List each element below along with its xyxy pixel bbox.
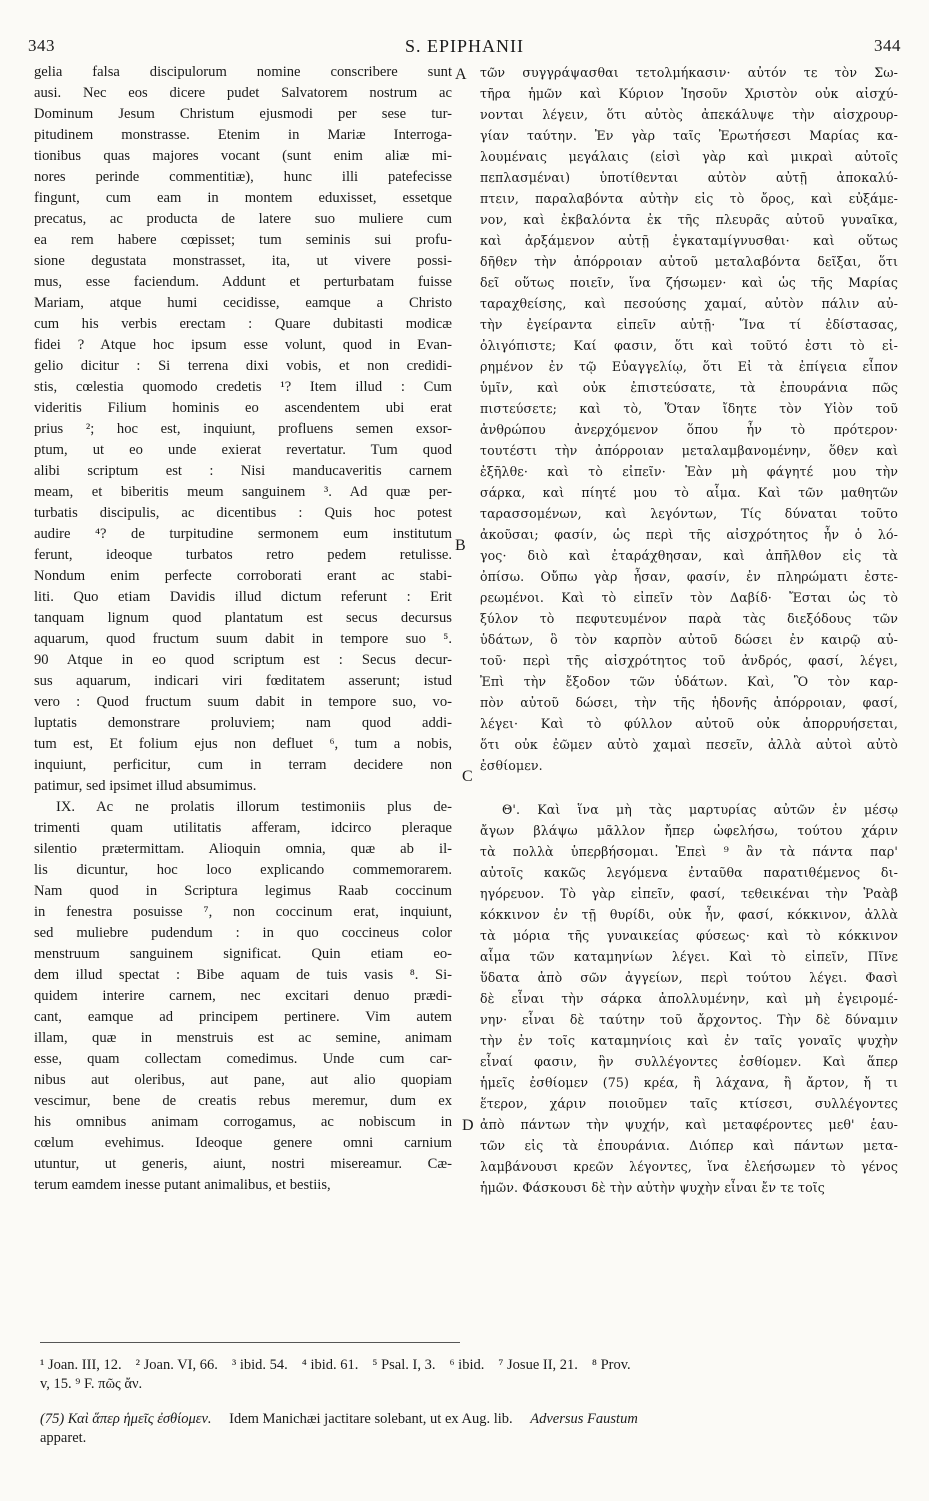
text-line: videritis Filium hominis eo ascendentem ubi erat (34, 400, 452, 416)
editor-note-greek: (75) Καὶ ἅπερ ἡμεῖς ἐσθίομεν. (40, 1411, 212, 1427)
text-line: nibus aut oleribus, aut pane, aut alio quopiam (34, 1072, 452, 1088)
text-line: liti. Quo etiam Davidis illud dictum referunt : Erit (34, 589, 452, 605)
text-line: σάρκα, καὶ πίητέ μου τὸ αἷμα. Καὶ τῶν μαθητῶν (480, 485, 898, 500)
footnote-ref: ² Joan. VI, 66. (135, 1357, 218, 1373)
footnote-ref: ⁸ Prov. (591, 1357, 631, 1373)
text-line: tionibus quas majores vocant (sunt enim aliæ mi- (34, 148, 452, 164)
text-line: Mariam, atque humi cecidisse, eamque a Christo (34, 295, 452, 311)
text-line: gelio dicitur : Si terrena dixi vobis, et non credidi- (34, 358, 452, 374)
text-line: esse, quam collectam comedimus. Unde cum car- (34, 1051, 452, 1067)
text-line: ρημένον ἐν τῷ Εὐαγγελίῳ, ὅτι Εἰ τὰ ἐπίγεια εἶπον (480, 359, 898, 374)
text-line: turbatis discipulis, ac dicentibus : Quis hoc potest (34, 505, 452, 521)
text-line: ἡμεῖς ἐσθίομεν (75) κρέα, ἢ λάχανα, ἢ ἄρτον, ἤ τι (480, 1075, 898, 1090)
text-line: alibi scriptum est : Nisi manducaveritis carnem (34, 463, 452, 479)
text-line: τῶν εἰς τὰ ἐπουράνια. Διόπερ καὶ πάντων μετα- (480, 1138, 898, 1153)
text-line: Nam quod in Scriptura legimus Raab coccinum (34, 883, 452, 899)
text-line: ὅτι οὐκ ἐῶμεν αὐτὸ χαμαὶ πεσεῖν, ἀλλὰ αὐτοὶ αὐτὸ (480, 737, 898, 752)
text-line: ἡμῶν. Φάσκουσι δὲ τὴν αὐτὴν ψυχὴν εἶναι ἔν τε τοῖς (480, 1180, 825, 1195)
text-line: tum est, Et folium ejus non defluet ⁶, tum a nobis, (34, 736, 452, 752)
text-line: τῆρα ἡμῶν καὶ Κύριον Ἰησοῦν Χριστὸν οὐκ αἰσχύ- (480, 86, 898, 101)
text-line: lis dicuntur, hoc loco explicando commemorarem. (34, 862, 452, 878)
text-line: menstruum sanguinem significat. Quin etiam eo- (34, 946, 452, 962)
text-line: cant, eamque ad principem pertinere. Vim autem (34, 1009, 452, 1025)
text-line: ea rem habere cœpisset; tum seminis sui profu- (34, 232, 452, 248)
text-line: ηγόρευον. Τὸ γὰρ εἰπεῖν, φασί, τεθεικέναι τὴν Ῥαὰβ (480, 886, 898, 901)
text-line: λαμβάνουσι κρεῶν λέγοντες, ἵνα ἐλεήσωμεν τὸ γένος (480, 1159, 898, 1174)
text-line: Ἐπὶ τὴν ἔξοδον τῶν ὑδάτων. Καὶ, Ὃ τὸν καρ- (480, 674, 898, 689)
text-line: ἄγων βλάψω μᾶλλον ἤπερ ὠφελήσω, τούτου χάριν (480, 823, 898, 838)
text-line: fingunt, cum eam in montem eduxisset, essetque (34, 190, 452, 206)
text-line: γίαν ταύτην. Ἐν γὰρ ταῖς Ἐρωτήσεσι Μαρίας κα- (480, 128, 898, 143)
text-line: silentio prætermittam. Alioquin omnia, quæ ab il- (34, 841, 452, 857)
text-line: δεῖ οὕτως ποιεῖν, ἵνα ζήσωμεν· καὶ ὡς τῆς Μαρίας (480, 275, 898, 290)
text-line: quidem interire carnem, nec excitari denuo prædi- (34, 988, 452, 1004)
text-line: gelia falsa discipulorum nomine conscribere sunt (34, 64, 452, 80)
text-line: inquiunt, perficitur, cum in terram decidere non (34, 757, 452, 773)
footnote-ref: ¹ Joan. III, 12. (40, 1357, 122, 1373)
text-line: terum eamdem inesse putant animalibus, et bestiis, (34, 1177, 331, 1193)
text-line: audire ⁴? de turpitudine sermonem eum institutum (34, 526, 452, 542)
text-line: ἐξῆλθε· καὶ τὸ εἰπεῖν· Ἐὰν μὴ φάγητέ μου τὴν (480, 464, 898, 479)
text-line: precatus, ac producta de latere suo muliere cum (34, 211, 452, 227)
text-line: πεπλασμέναι) ὑποτίθενται αὐτὸν αὐτῇ ἀποκαλύ- (480, 170, 898, 185)
text-line: ξύλον τὸ πεφυτευμένον παρὰ τὰς διεξόδους τῶν (480, 611, 898, 626)
text-line: cum his verbis erectam : Quare dubitasti modicæ (34, 316, 452, 332)
text-line: ρεωμένοι. Καὶ τὸ εἰπεῖν τὸν Δαβίδ· Ἔσται ὡς τὸ (480, 590, 898, 605)
margin-letter-d: D (462, 1117, 474, 1134)
text-line: ausi. Nec eos dicere pudet Salvatorem nostrum ac (34, 85, 452, 101)
text-line: his omnibus animam corrogamus, ac nobiscum in (34, 1114, 452, 1130)
footnote-rule (40, 1342, 460, 1343)
text-line: τῶν συγγράψασθαι τετολμήκασιν· αὐτόν τε τὸν Σω- (480, 65, 898, 80)
text-line: εἶναί φασιν, ἣν συλλέγοντες ἐσθίομεν. Καὶ ἅπερ (480, 1054, 898, 1069)
text-line: luptatis demonstrare proluviem; nam quod addi- (34, 715, 452, 731)
text-line: νην· εἶναι δὲ ταύτην τοῦ ἄρχοντος. Τὴν δὲ δύναμιν (480, 1012, 898, 1027)
text-line: πιστεύσετε; καὶ τὸ, Ὅταν ἴδητε τὸν Υἱὸν τοῦ (480, 401, 898, 416)
text-line: ἀκοῦσαι; φασίν, ὡς περὶ τῆς αἰσχρότητος ἦν ὁ λό- (480, 527, 898, 542)
text-line: νον, καὶ ἐκβαλόντα ἐκ τῆς πλευρᾶς αὐτοῦ γυναῖκα, (480, 212, 898, 227)
page-number-right: 344 (874, 36, 901, 55)
text-line: utuntur, ut generis, aiunt, nostri misereamur. Cæ- (34, 1156, 452, 1172)
editor-note-latin: Idem Manichæi jactitare solebant, ut ex Aug. lib. (225, 1411, 517, 1427)
text-line: in fenestra posuisse ⁷, non coccinum erat, inquiunt, (34, 904, 452, 920)
text-line: ὕδατα ἀπὸ σῶν ἀγγείων, περὶ τούτου λέγει. Φασὶ (480, 970, 898, 985)
margin-letter-c: C (462, 768, 473, 785)
text-line: mus, esse faciendum. Addunt et perturbatam fuisse (34, 274, 452, 290)
margin-letter-b: B (455, 537, 466, 554)
editor-note-work: Adversus Faustum (530, 1411, 638, 1427)
text-line: πτειν, παραλαβόντα αὐτὴν εἰς τὸ ὄρος, καὶ εὐξάμε- (480, 191, 898, 206)
text-line: ptum, ut eo unde exierat revertatur. Tum quod (34, 442, 452, 458)
footnote-references-cont: v, 15. ⁹ F. πῶς ἄν. (40, 1376, 143, 1392)
text-line: ἐσθίομεν. (480, 758, 543, 773)
text-line: fidei ? Atque hoc ipsum esse volunt, quod in Evan- (34, 337, 452, 353)
footnote-ref: ⁶ ibid. (449, 1357, 485, 1373)
text-line: νονται λέγειν, ὅτι αὐτὸς ἀπεκάλυψε τὴν αἰσχρουρ- (480, 107, 898, 122)
text-line: patimur, sed ipsimet illud absumimus. (34, 778, 257, 794)
text-line: αἷμα τῶν καταμηνίων λέγει. Καὶ τὸ εἰπεῖν, Πῖνε (480, 949, 898, 964)
text-line: dem illud spectat : Bibe aquam de tuis vasis ⁸. Si- (34, 967, 452, 983)
footnote-ref: ⁴ ibid. 61. (301, 1357, 359, 1373)
greek-column (480, 62, 898, 1198)
text-line: Dominum Jesum Christum ejusmodi per sese tur- (34, 106, 452, 122)
text-line: Θ'. Καὶ ἵνα μὴ τὰς μαρτυρίας αὐτῶν ἐν μέσῳ (502, 802, 898, 817)
text-line: aquarum, quod fructum suum dabit in tempore suo ⁵. (34, 631, 452, 647)
footnote-ref: ³ ibid. 54. (231, 1357, 288, 1373)
text-line: sed muliebre pudendum : in quo coccineus color (34, 925, 452, 941)
text-line: pitudinem monstrasse. Etenim in Mariæ Interroga- (34, 127, 452, 143)
text-line: ταραχθείσης, καὶ πεσούσης χαμαί, αὐτὸν πάλιν αὐ- (480, 296, 898, 311)
footnote-ref: ⁷ Josue II, 21. (498, 1357, 578, 1373)
text-line: τὴν ἐν τοῖς καταμηνίοις καὶ ἐν ταῖς γοναῖς ψυχὴν (480, 1033, 898, 1048)
text-line: ἀπὸ πάντων τὴν ψυχήν, καὶ μεταφέροντες μεθ' ἑαυ- (480, 1117, 898, 1132)
text-line: δὲ εἶναι τὴν σάρκα ἀπολλυμένην, καὶ μὴ ἐγειρομέ- (480, 991, 898, 1006)
text-line: ὀλιγόπιστε; Καί φασιν, ὅτι καὶ τοῦτό ἐστι τὸ εἰ- (480, 338, 898, 353)
text-line: IX. Ac ne prolatis illorum testimoniis plus de- (56, 799, 452, 815)
text-line: trimenti quam utilitatis afferam, idcirco pleraque (34, 820, 452, 836)
running-header (28, 36, 901, 58)
margin-letter-a: A (455, 66, 467, 83)
text-line: meam, et biberitis meum sanguinem ³. Ad quæ per- (34, 484, 452, 500)
footnote-references (40, 1356, 895, 1375)
latin-column (34, 62, 452, 1196)
text-line: δῆθεν τὴν ἀπόρροιαν αὐτοῦ μεταλαβόντα δεῖξαι, ὅτι (480, 254, 898, 269)
text-line: 90 Atque in eo quod scriptum est : Secus decur- (34, 652, 452, 668)
text-line: ὑδάτων, ὃ τὸν καρπὸν αὐτοῦ δώσει ἐν καιρῷ αὐ- (480, 632, 898, 647)
section-gap (480, 776, 898, 799)
text-line: λουμέναις μεγάλαις (εἰσὶ γὰρ καὶ μικραὶ αὐτοῖς (480, 149, 898, 164)
text-line: cœlum evehimus. Ideoque genere omni carnium (34, 1135, 452, 1151)
text-line: ferunt, ideoque turbatos retro pedem retulisse. (34, 547, 452, 563)
editor-note (40, 1410, 895, 1429)
text-line: πὸν αὐτοῦ δώσει, τὴν τῆς ἡδονῆς ἀπόρροιαν, φασί, (480, 695, 898, 710)
text-line: τοῦ· περὶ τῆς αἰσχρότητος τοῦ ἀνδρός, φασί, λέγει, (480, 653, 898, 668)
text-line: prius ²; hoc est, inquiunt, profluens semen exsor- (34, 421, 452, 437)
running-title: S. EPIPHANII (404, 36, 524, 56)
text-line: tanquam lignum quod plantatum est secus decursus (34, 610, 452, 626)
text-line: vescimur, bene de creatis rebus meremur, dum ex (34, 1093, 452, 1109)
text-line: illam, quæ in menstruis est ac semine, animam (34, 1030, 452, 1046)
text-line: λέγει· Καὶ τὸ φύλλον αὐτοῦ οὐκ ἀπορρυήσεται, (480, 716, 898, 731)
text-line: sus aquarum, indicari viri fœditatem asserunt; istud (34, 673, 452, 689)
text-line: ἕτερον, χάριν ποιοῦμεν ταῖς κτίσεσι, συλλέγοντες (480, 1096, 898, 1111)
page-number-left: 343 (28, 36, 55, 55)
text-line: ὀπίσω. Οὔπω γὰρ ἦσαν, φασίν, ἐν πληρώματι ἐστε- (480, 569, 898, 584)
text-line: ἀνθρώπου ἀνερχόμενον ὅπου ἦν τὸ πρότερον· (480, 422, 898, 437)
text-line: γος· διὸ καὶ ἐταράχθησαν, καὶ ἀπῆλθον εἰς τὰ (480, 548, 898, 563)
text-line: nores perinde commentitiæ), hunc illi patefecisse (34, 169, 452, 185)
text-line: τὰ πολλὰ ὑπερβήσομαι. Ἐπεὶ ⁹ ἂν τὰ πάντα παρ' (480, 844, 898, 859)
text-line: τὴν ἐγείραντα εἰπεῖν αὐτῇ· Ἵνα τί ἐδίστασας, (480, 317, 898, 332)
text-line: καὶ ἀρξάμενον αὐτῇ ἐγκαταμίγνυσθαι· καὶ οὕτως (480, 233, 898, 248)
text-line: αὐτοῖς κακῶς λεγόμενα ἐνταῦθα παρατιθέμενος δι- (480, 865, 898, 880)
text-line: τουτέστι τὴν ἀπόρροιαν μεταλαμβανομένην, ὅθεν καὶ (480, 443, 898, 458)
text-line: κόκκινον ἐν τῇ θυρίδι, οὐκ ἦν, φασί, κόκκινον, ἀλλὰ (480, 907, 898, 922)
text-line: ὑμῖν, καὶ οὐκ ἐπιστεύσατε, τὰ ἐπουράνια πῶς (480, 380, 898, 395)
editor-note-end: apparet. (40, 1430, 87, 1446)
text-line: vero : Quod fructum suum dabit in tempore suo, vo- (34, 694, 452, 710)
text-line: stis, cœlestia quomodo credetis ¹? Item illud : Cum (34, 379, 452, 395)
footnote-ref: ⁵ Psal. I, 3. (372, 1357, 436, 1373)
text-line: ταρασσομένων, καὶ λεγόντων, Τίς δύναται τοῦτο (480, 506, 898, 521)
text-line: Nondum enim perfecte corroborati erant ac stabi- (34, 568, 452, 584)
text-line: τὰ μόρια τῆς γυναικείας φύσεως· καὶ τὸ κόκκινον (480, 928, 898, 943)
text-line: sione degustata monstrasset, ita, ut vivere possi- (34, 253, 452, 269)
